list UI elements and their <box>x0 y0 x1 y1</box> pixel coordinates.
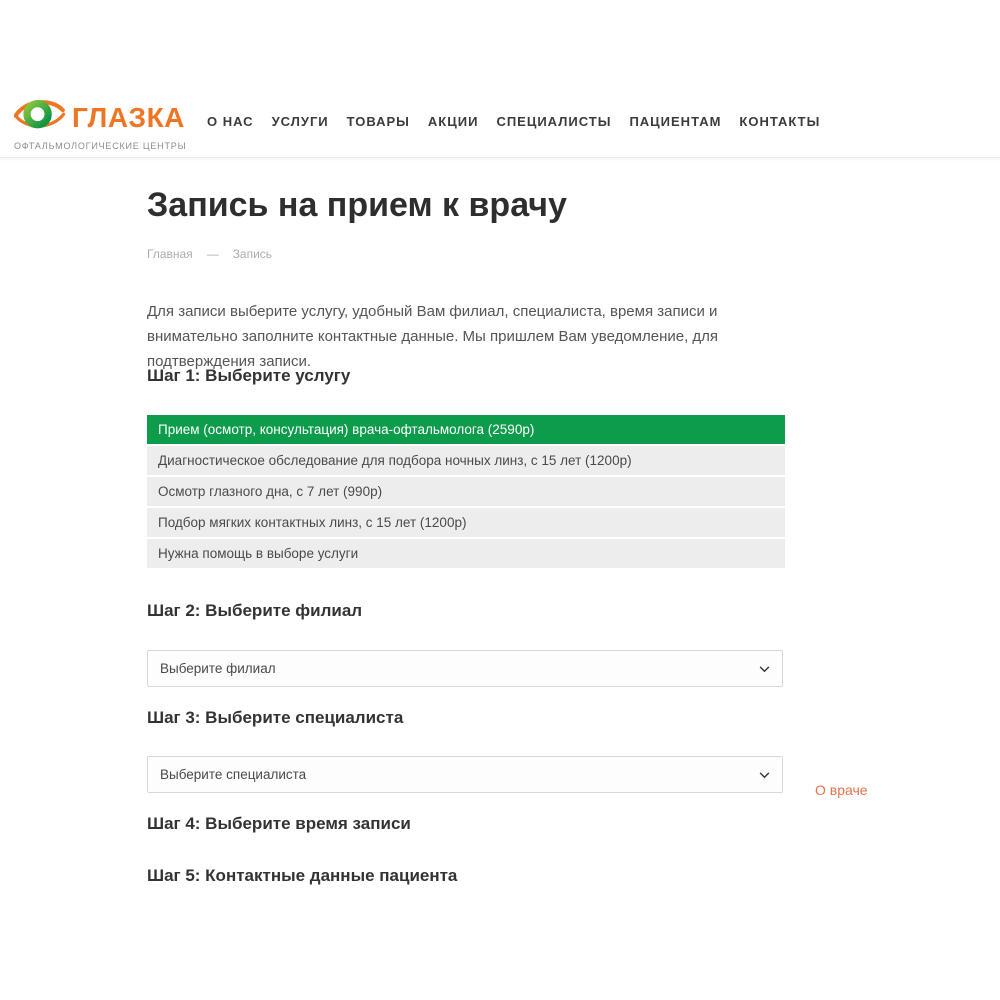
brand-name: ГЛАЗКА <box>72 101 185 133</box>
brand-tagline: ОФТАЛЬМОЛОГИЧЕСКИЕ ЦЕНТРЫ <box>14 141 187 151</box>
service-option-night-lens[interactable]: Диагностическое обследование для подбора ночных линз, с 15 лет (1200р) <box>147 446 785 475</box>
step4-heading: Шаг 4: Выберите время записи <box>147 814 411 833</box>
service-option-soft-lens[interactable]: Подбор мягких контактных линз, с 15 лет (1200р) <box>147 508 785 537</box>
specialist-select-value: Выберите специалиста <box>160 767 307 782</box>
nav-item-services[interactable]: УСЛУГИ <box>271 114 329 129</box>
breadcrumb <box>147 247 272 261</box>
step5-heading: Шаг 5: Контактные данные пациента <box>147 866 458 885</box>
site-header <box>0 0 1000 158</box>
eye-logo-icon <box>14 96 66 139</box>
main-nav <box>207 114 820 129</box>
specialist-select[interactable] <box>147 756 783 793</box>
nav-item-specialists[interactable]: СПЕЦИАЛИСТЫ <box>496 114 612 129</box>
chevron-down-icon <box>759 661 770 676</box>
nav-item-products[interactable]: ТОВАРЫ <box>346 114 410 129</box>
step2-heading: Шаг 2: Выберите филиал <box>147 601 363 620</box>
breadcrumb-current: Запись <box>232 247 273 261</box>
about-doctor-link[interactable]: О враче <box>815 782 868 798</box>
breadcrumb-separator: — <box>206 247 219 261</box>
intro-text: Для записи выберите услугу, удобный Вам филиал, специалиста, время записи и внимательно заполните контактные данные. Мы пришлем Вам уведомление, для подтверждения записи. <box>147 303 719 371</box>
branch-select-value: Выберите филиал <box>160 661 276 676</box>
nav-item-about[interactable]: О НАС <box>207 114 254 129</box>
step1-heading: Шаг 1: Выберите услугу <box>147 366 351 385</box>
nav-item-contacts[interactable]: КОНТАКТЫ <box>739 114 821 129</box>
branch-select[interactable] <box>147 650 783 687</box>
chevron-down-icon <box>759 767 770 782</box>
nav-item-patients[interactable]: ПАЦИЕНТАМ <box>629 114 722 129</box>
service-option-reception[interactable]: Прием (осмотр, консультация) врача-офтальмолога (2590р) <box>147 415 785 444</box>
nav-item-promotions[interactable]: АКЦИИ <box>427 114 479 129</box>
page-title: Запись на прием к врачу <box>147 186 567 224</box>
breadcrumb-home[interactable]: Главная <box>147 247 193 261</box>
service-option-need-help[interactable]: Нужна помощь в выборе услуги <box>147 539 785 568</box>
brand-logo[interactable] <box>14 96 186 151</box>
service-option-fundus-exam[interactable]: Осмотр глазного дна, с 7 лет (990р) <box>147 477 785 506</box>
step3-heading: Шаг 3: Выберите специалиста <box>147 708 404 727</box>
service-list <box>147 415 785 570</box>
